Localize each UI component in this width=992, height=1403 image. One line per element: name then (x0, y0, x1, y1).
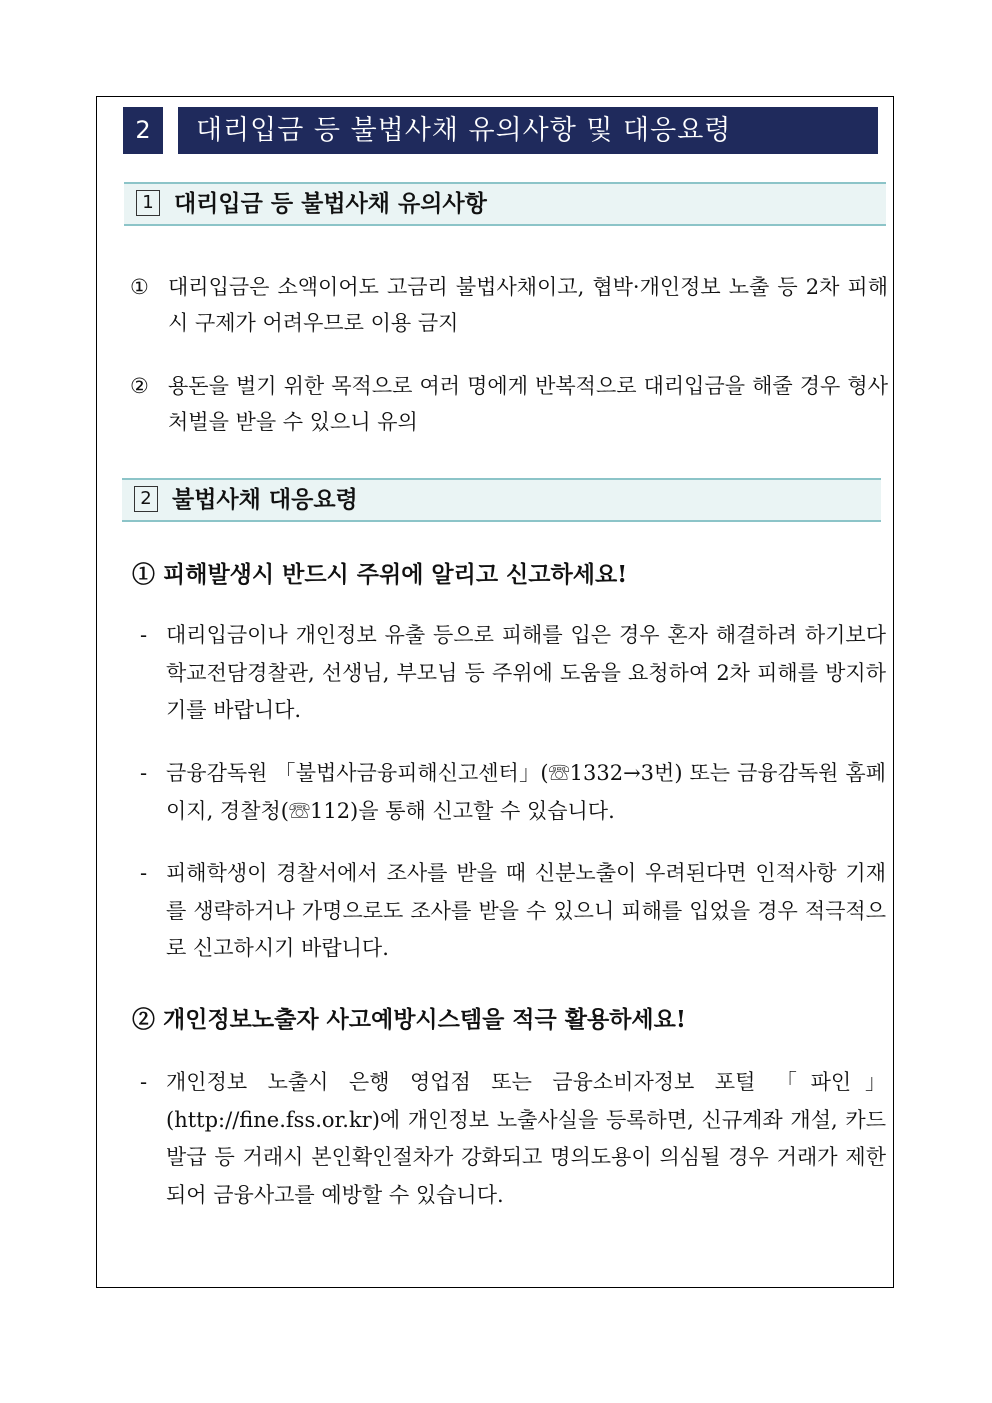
dash-marker: - (140, 761, 148, 785)
dash-marker: - (140, 623, 148, 647)
title-number: 2 (123, 107, 163, 154)
dash-text: 대리입금이나 개인정보 유출 등으로 피해를 입은 경우 혼자 해결하려 하기보다 학교전담경찰관, 선생님, 부모님 등 주위에 도움을 요청하여 2차 피해를 방지하기를 바랍니다. (166, 623, 886, 722)
precaution-item (130, 269, 888, 341)
dash-text: 개인정보 노출시 은행 영업점 또는 금융소비자정보 포털 「파인」(http://fine.fss.or.kr)에 개인정보 노출사실을 등록하면, 신규계좌 개설, 카드발급 등 거래시 본인확인절차가 강화되고 명의도용이 의심될 경우 거래가 제한되어 금융사고를 예방할 수 있습니다. (166, 1070, 886, 1207)
dash-item (140, 755, 886, 830)
section-heading-text: 대리입금 등 불법사채 유의사항 (174, 190, 487, 217)
section-heading-precautions (124, 182, 886, 226)
section-number-box: 1 (136, 190, 160, 216)
dash-marker: - (140, 861, 148, 885)
section-heading-response (122, 478, 881, 522)
item-marker: ① (130, 275, 149, 299)
dash-item (140, 617, 886, 730)
dash-item (140, 855, 886, 968)
dash-item (140, 1064, 886, 1214)
dash-text: 피해학생이 경찰서에서 조사를 받을 때 신분노출이 우려된다면 인적사항 기재를 생략하거나 가명으로도 조사를 받을 수 있으니 피해를 입었을 경우 적극적으로 신고하시기 바랍니다. (166, 861, 886, 960)
precaution-item (130, 368, 888, 440)
section-heading-text: 불법사채 대응요령 (172, 486, 358, 513)
dash-text: 금융감독원 「불법사금융피해신고센터」(☏1332→3번) 또는 금융감독원 홈페이지, 경찰청(☏112)을 통해 신고할 수 있습니다. (166, 761, 886, 823)
item-text: 용돈을 벌기 위한 목적으로 여러 명에게 반복적으로 대리입금을 해줄 경우 형사처벌을 받을 수 있으니 유의 (168, 374, 888, 434)
item-marker: ② (130, 374, 149, 398)
subheading-report: ① 피해발생시 반드시 주위에 알리고 신고하세요! (132, 561, 628, 588)
dash-marker: - (140, 1070, 148, 1094)
page-title: 대리입금 등 불법사채 유의사항 및 대응요령 (178, 107, 878, 154)
section-number-box: 2 (134, 486, 158, 512)
subheading-prevention-system: ② 개인정보노출자 사고예방시스템을 적극 활용하세요! (132, 1006, 686, 1033)
item-text: 대리입금은 소액이어도 고금리 불법사채이고, 협박·개인정보 노출 등 2차 피해시 구제가 어려우므로 이용 금지 (168, 275, 888, 335)
